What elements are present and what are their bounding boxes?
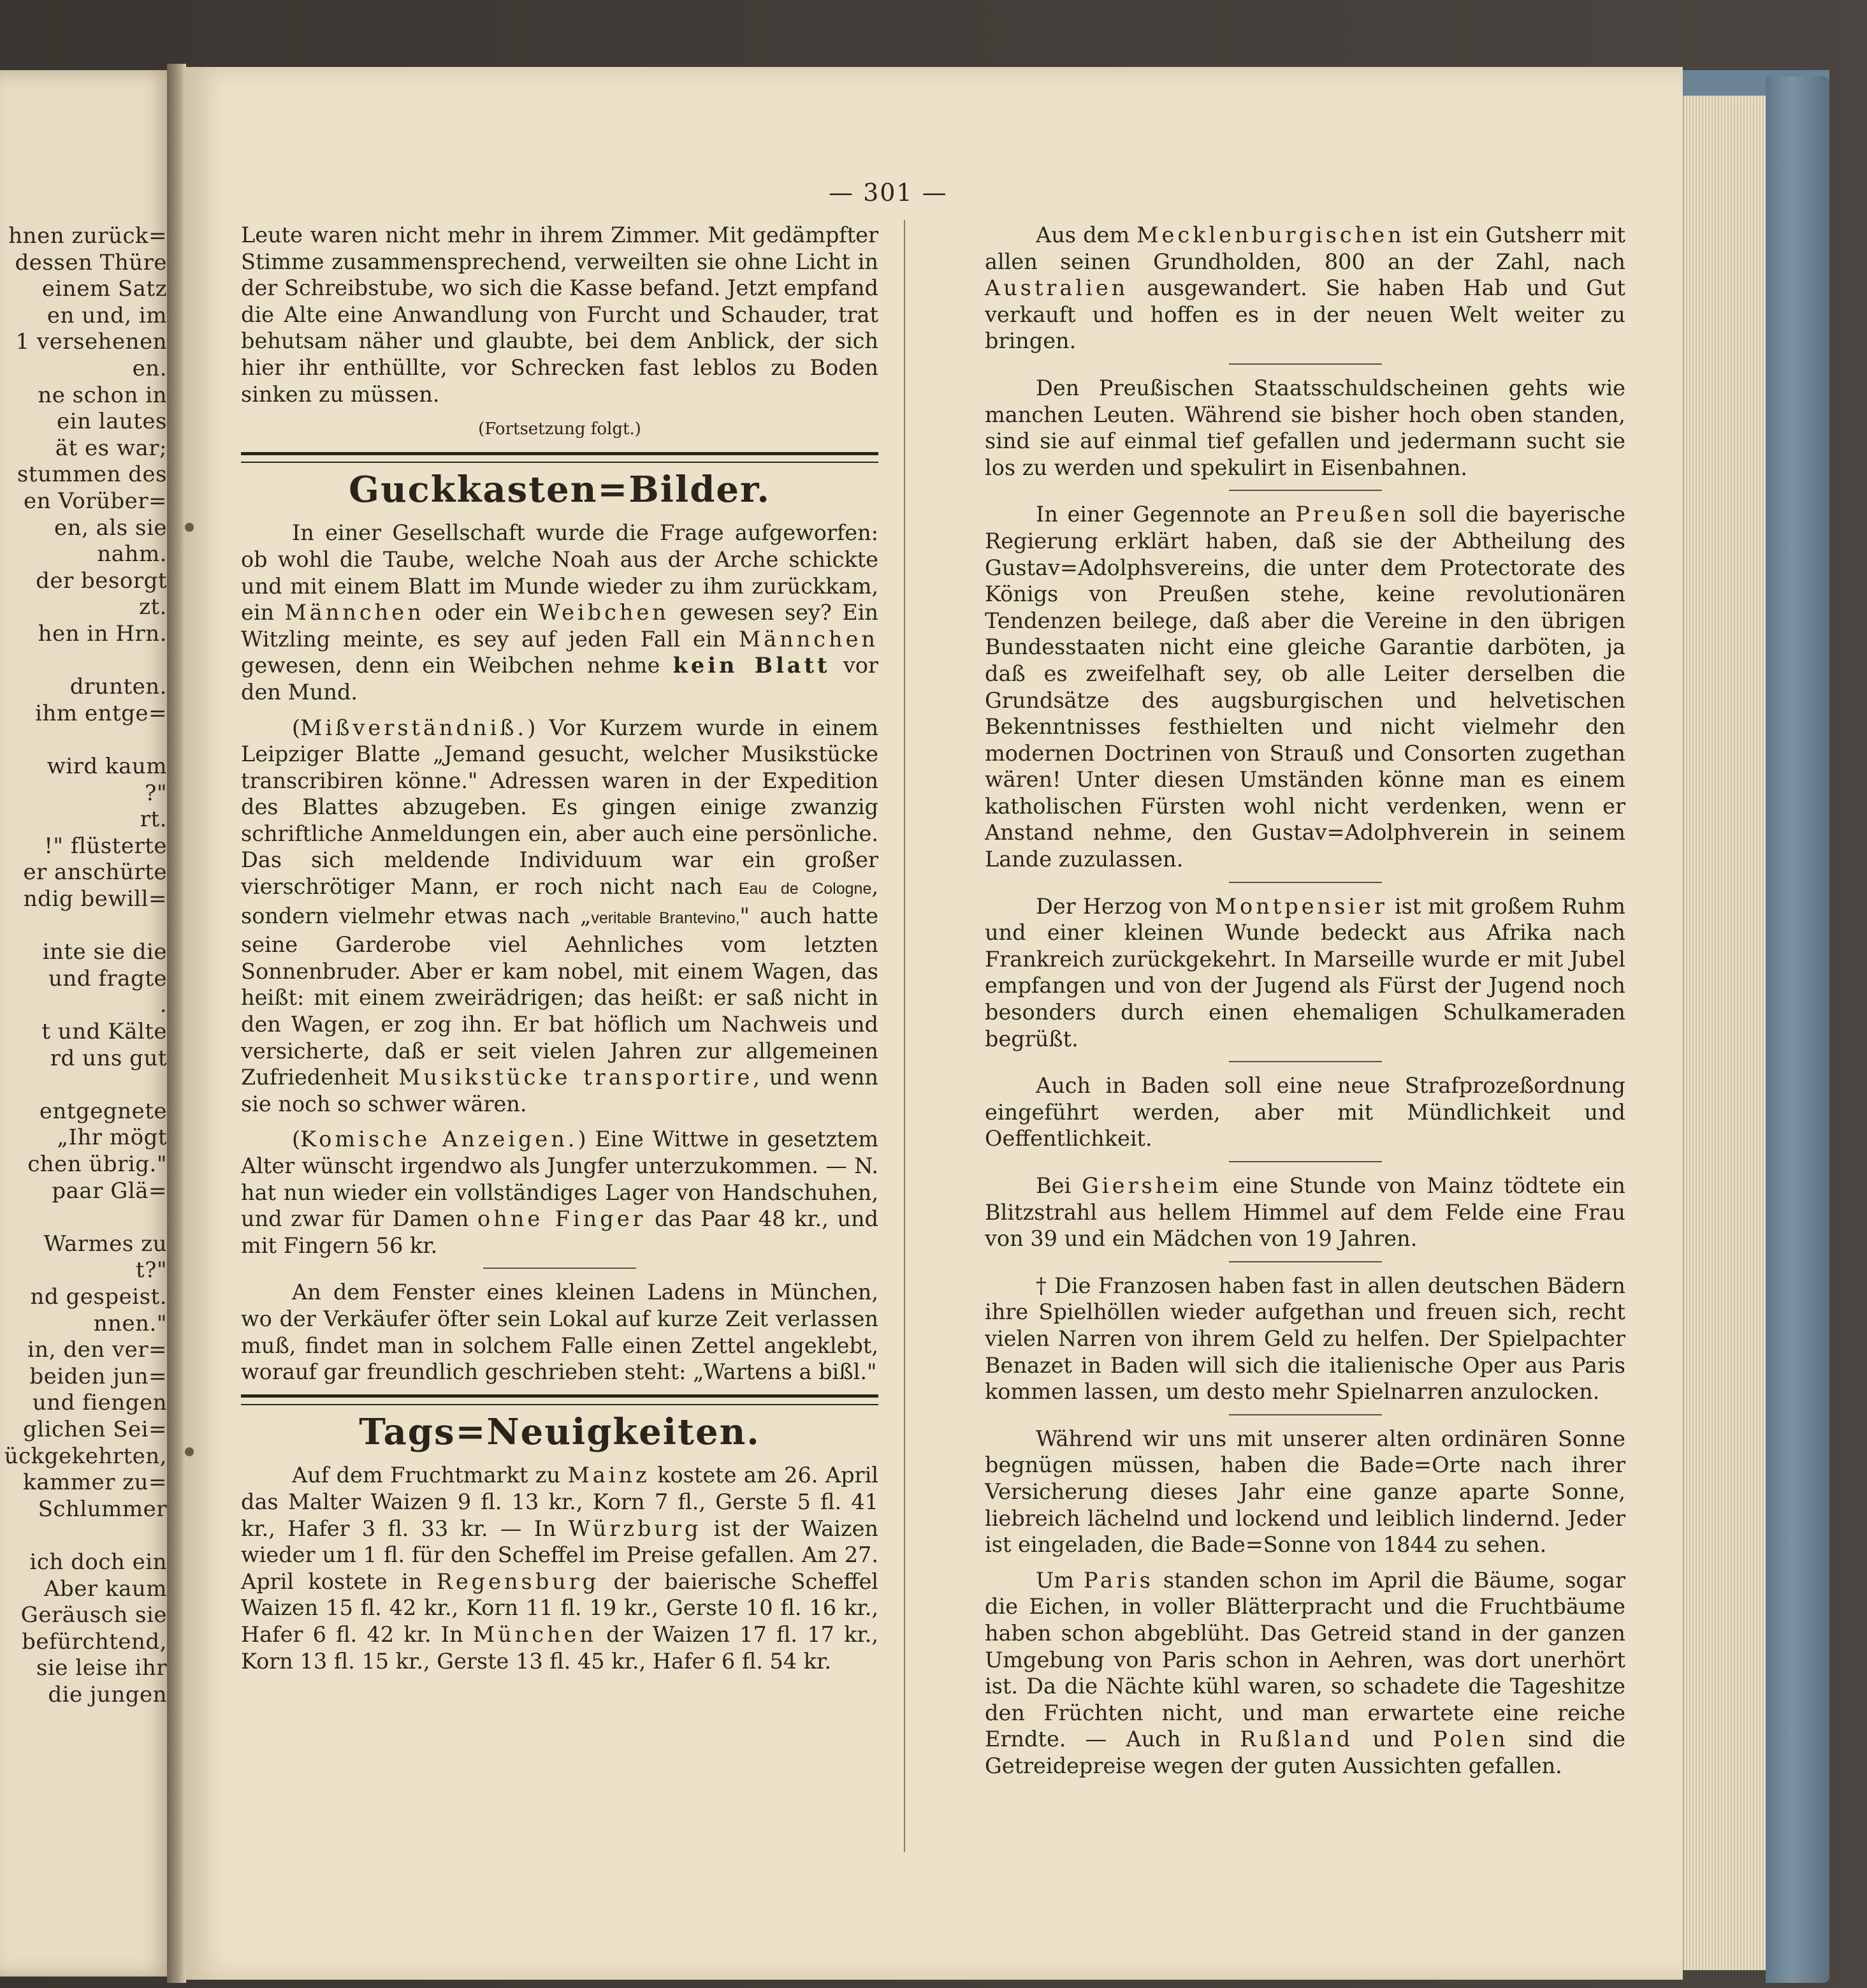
fragment-line: dessen Thüre xyxy=(15,249,167,275)
fragment-line: ückgekehrten, xyxy=(4,1443,167,1469)
news-gegennote: In einer Gegennote an Preußen soll die bayerische Regierung erklärt haben, daß sie der Abtheilung des Gustav=Adolphsvereins, die unter dem Protectorate des Königs von Preußen stehe, keine revolutionären Tendenzen beilege, daß aber die Vereine in den übrigen Bundesstaaten nicht eine gleiche Garantie darböten, ja daß es zweifelhaft sey, ob alle Leiter derselben die Grundsätze des augsburgischen und helvetischen Bekenntnisses festhielten und nicht vielmehr den modernen Doctrinen von Strauß und Consorten zugethan wären! Unter diesen Umständen könne man es einem katholischen Fürsten wohl nicht verdenken, wenn er Anstand nehme, den Gustav=Adolphverein in seinem Lande zuzulassen. xyxy=(985,502,1625,872)
continuation-note: (Fortsetzung folgt.) xyxy=(478,420,641,439)
fragment-line: inte sie die xyxy=(42,939,167,965)
fragment-line: sie leise ihr xyxy=(36,1655,167,1681)
article-fruchtmarkt: Auf dem Fruchtmarkt zu Mainz kostete am 26. April das Malter Waizen 9 fl. 13 kr., Korn 7 fl., Gerste 5 fl. 41 kr., Hafer 3 fl. 33 kr. — In Würzburg ist der Waizen wieder um 1 fl. für den Scheffel im Preise gefallen. Am 27. April kostete in Regensburg der baierische Scheffel Waizen 15 fl. 42 kr., Korn 11 fl. 19 kr., Gerste 10 fl. 16 kr., Hafer 6 fl. 42 kr. In München der Waizen 17 fl. 17 kr., Korn 13 fl. 15 kr., Gerste 13 fl. 45 kr., Hafer 6 fl. 54 kr. xyxy=(241,1463,879,1674)
fragment-line: die jungen xyxy=(48,1682,167,1707)
article-wartens: An dem Fenster eines kleinen Ladens in München, wo der Verkäufer öfter sein Lokal auf kurze Zeit verlassen muß, findet man in solchem Falle einen Zettel angeklebt, worauf gar freundlich geschrieben steht: „Wartens a bißl." xyxy=(241,1280,878,1385)
fragment-line: nnen." xyxy=(93,1310,167,1336)
news-mecklenburg: Aus dem Mecklenburgischen ist ein Gutsherr mit allen seinen Grundholden, 800 an der Zahl, nach Australien ausgewandert. Sie haben Hab und Gut verkauft und hoffen es in der neuen Welt weiter zu bringen. xyxy=(985,223,1625,354)
article-separator xyxy=(1229,882,1382,883)
section-heading-guckkasten: Guckkasten=Bilder. xyxy=(349,468,771,511)
page-number: — 301 — xyxy=(829,179,948,207)
fragment-line: en Vorüber= xyxy=(23,488,167,514)
fragment-line: Aber kaum xyxy=(43,1575,167,1602)
fragment-line: ich doch ein xyxy=(29,1549,167,1575)
article-separator xyxy=(1229,1261,1382,1262)
news-giersheim: Bei Giersheim eine Stunde von Mainz tödtete ein Blitzstrahl aus hellem Himmel auf dem Felde eine Frau von 39 und ein Mädchen von 19 Jahren. xyxy=(985,1173,1626,1252)
column-divider xyxy=(904,220,905,1852)
news-montpensier: Der Herzog von Montpensier ist mit großem Ruhm und einer kleinen Wunde bedeckt aus Afrika nach Frankreich zurückgekehrt. In Marseille wurde er mit Jubel empfangen und von der Jugend als Fürst der Jugend noch besonders durch einen ehemaligen Schulkameraden begrüßt. xyxy=(985,893,1625,1051)
fragment-line: beiden jun= xyxy=(29,1363,167,1389)
fragment-line: ein lautes xyxy=(57,409,167,435)
news-spielhoellen: † Die Franzosen haben fast in allen deutschen Bädern ihre Spielhöllen wieder aufgethan und freuen sich, recht vielen Narren von ihrem Geld zu helfen. Der Spielpachter Benazet in Baden will sich die italienische Oper aus Paris kommen lassen, um desto mehr Spielnarren anzulocken. xyxy=(985,1273,1625,1405)
fragment-line: Schlummer xyxy=(38,1496,167,1522)
article-separator xyxy=(1229,1061,1382,1062)
fragment-line: Geräusch sie xyxy=(20,1602,167,1628)
fragment-line: en. xyxy=(132,356,167,381)
page-edges xyxy=(1683,96,1767,1970)
book-gutter xyxy=(167,64,186,1983)
book-cover-spine xyxy=(1766,77,1829,1983)
section-rule xyxy=(241,1394,878,1405)
fragment-line: und fiengen xyxy=(32,1390,167,1416)
fragment-line: ndig bewill= xyxy=(23,886,167,912)
article-taube: In einer Gesellschaft wurde die Frage aufgeworfen: ob wohl die Taube, welche Noah aus der Arche schickte und mit einem Blatt im Munde wieder zu ihm zurückkam, ein Männchen oder ein Weibchen gewesen sey? Ein Witzling meinte, es sey auf jeden Fall ein Männchen gewesen, denn ein Weibchen nehme kein Blatt vor den Mund. xyxy=(241,520,878,705)
fragment-line: drunten. xyxy=(69,674,167,700)
fragment-line: hnen zurück= xyxy=(8,223,167,249)
article-missverstaendniss: (Mißverständniß.) Vor Kurzem wurde in einem Leipziger Blatte „Jemand gesucht, welcher Musikstücke transcribiren könne." Adressen waren in der Expedition des Blattes abzugeben. Es gingen einige zwanzig schriftliche Anmeldungen ein, aber auch eine persönliche. Das sich meldende Individuum war ein großer vierschrötiger Mann, er roch nicht nach Eau de Cologne, sondern vielmehr etwas nach „veritable Brantevino," auch hatte seine Garderobe viel Aehnliches vom letzten Sonnenbruder. Aber er kam nobel, mit einem Wagen, das heißt: mit einem zweirädrigen; das heißt: er saß nicht in den Wagen, er zog ihn. Er bat höflich um Nachweis und versicherte, daß er seit vielen Jahren zur allgemeinen Zufriedenheit Musikstücke transportire, und wenn sie noch so schwer wären. xyxy=(241,715,879,1116)
section-heading-tags-neuigkeiten: Tags=Neuigkeiten. xyxy=(359,1410,760,1453)
fragment-line: !" flüsterte xyxy=(44,833,167,859)
fragment-line: rd uns gut xyxy=(50,1045,167,1071)
fragment-line: en und, im xyxy=(47,302,167,328)
fragment-line: in, den ver= xyxy=(27,1337,167,1363)
right-column xyxy=(985,222,1625,1788)
article-separator xyxy=(1229,490,1382,491)
fragment-line: paar Glä= xyxy=(52,1178,167,1204)
fragment-line: hen in Hrn. xyxy=(38,621,167,647)
previous-page-fragment xyxy=(0,70,173,1977)
fragment-line: ihm entge= xyxy=(35,700,167,726)
fragment-line: . xyxy=(159,992,167,1018)
section-rule xyxy=(241,452,878,463)
fragment-line: ät es war; xyxy=(55,435,167,461)
fragment-line: nahm. xyxy=(97,541,167,567)
binding-mark xyxy=(185,523,194,532)
binding-mark xyxy=(185,1447,194,1456)
fragment-line: chen übrig." xyxy=(27,1151,167,1177)
fragment-line: rt. xyxy=(140,807,167,833)
fragment-line: ?" xyxy=(145,780,167,806)
fragment-line: Warmes zu xyxy=(43,1231,167,1257)
article-separator xyxy=(1229,1161,1382,1162)
news-bade-sonne: Während wir uns mit unserer alten ordinären Sonne begnügen müssen, haben die Bade=Orte nach ihrer Versicherung dieses Jahr eine ganze aparte Sonne, liebreich lächelnd und lockend und leiblich lindernd. Jeder ist eingeladen, die Bade=Sonne von 1844 zu sehen. xyxy=(985,1426,1625,1558)
fragment-line: en, als sie xyxy=(54,515,167,541)
fragment-line: „Ihr mögt xyxy=(57,1125,167,1151)
fragment-line: einem Satz xyxy=(41,276,167,302)
fragment-line: t und Kälte xyxy=(41,1019,167,1044)
article-separator xyxy=(483,1268,636,1269)
fragment-line: glichen Sei= xyxy=(22,1417,167,1442)
fragment-line: ne schon in xyxy=(38,382,167,408)
news-staatsschuldscheine: Den Preußischen Staatsschuldscheinen gehts wie manchen Leuten. Während sie bisher hoch oben standen, sind sie auf einmal tief gefallen und jedermann sucht sie los zu werden und spekulirt in Eisenbahnen. xyxy=(985,375,1625,480)
fragment-line: zt. xyxy=(139,594,167,620)
fragment-line: und fragte xyxy=(48,965,167,991)
fragment-line: wird kaum xyxy=(47,754,167,779)
fragment-line: entgegnete xyxy=(39,1098,167,1124)
article-separator xyxy=(1229,1414,1382,1415)
left-column xyxy=(241,222,878,1683)
fragment-line: t?" xyxy=(135,1257,167,1283)
fragment-line: er anschürte xyxy=(23,859,167,886)
article-komische-anzeigen: (Komische Anzeigen.) Eine Wittwe in gesetztem Alter wünscht irgendwo als Jungfer unterzukommen. — N. hat nun wieder ein vollständiges Lager von Handschuhen, und zwar für Damen ohne Finger das Paar 48 kr., und mit Fingern 56 kr. xyxy=(241,1127,878,1258)
fragment-line: stummen des xyxy=(17,462,167,488)
fragment-line: nd gespeist. xyxy=(30,1284,167,1310)
news-paris: Um Paris standen schon im April die Bäume, sogar die Eichen, in voller Blätterpracht und die Fruchtbäume haben schon abgeblüht. Das Getreid stand in der ganzen Umgebung von Paris schon in Aehren, was dort unerhört ist. Da die Nächte kühl waren, so schadete die Tageshitze den Früchten nicht, und man erwartete eine reiche Erndte. — Auch in Rußland und Polen sind die Getreidepreise wegen der guten Aussichten gefallen. xyxy=(985,1567,1625,1778)
fragment-line: befürchtend, xyxy=(22,1628,167,1655)
article-separator xyxy=(1229,363,1382,365)
news-baden-strafprozess: Auch in Baden soll eine neue Strafprozeßordnung eingeführt werden, aber mit Mündlichkeit und Oeffentlichkeit. xyxy=(985,1073,1625,1151)
fragment-line: der besorgt xyxy=(36,567,167,594)
fragment-line: 1 versehenen xyxy=(15,329,167,355)
story-ending: Leute waren nicht mehr in ihrem Zimmer. Mit gedämpfter Stimme zusammensprechend, verweilten sie ohne Licht in der Schreibstube, wo sich die Kasse befand. Jetzt empfand die Alte eine Anwandlung von Furcht und Schauder, trat behutsam näher und glaubte, bei dem Anblick, der sich hier ihr enthüllte, vor Schrecken fast leblos zu Boden sinken zu müssen. xyxy=(241,223,878,407)
fragment-line: kammer zu= xyxy=(23,1470,167,1496)
